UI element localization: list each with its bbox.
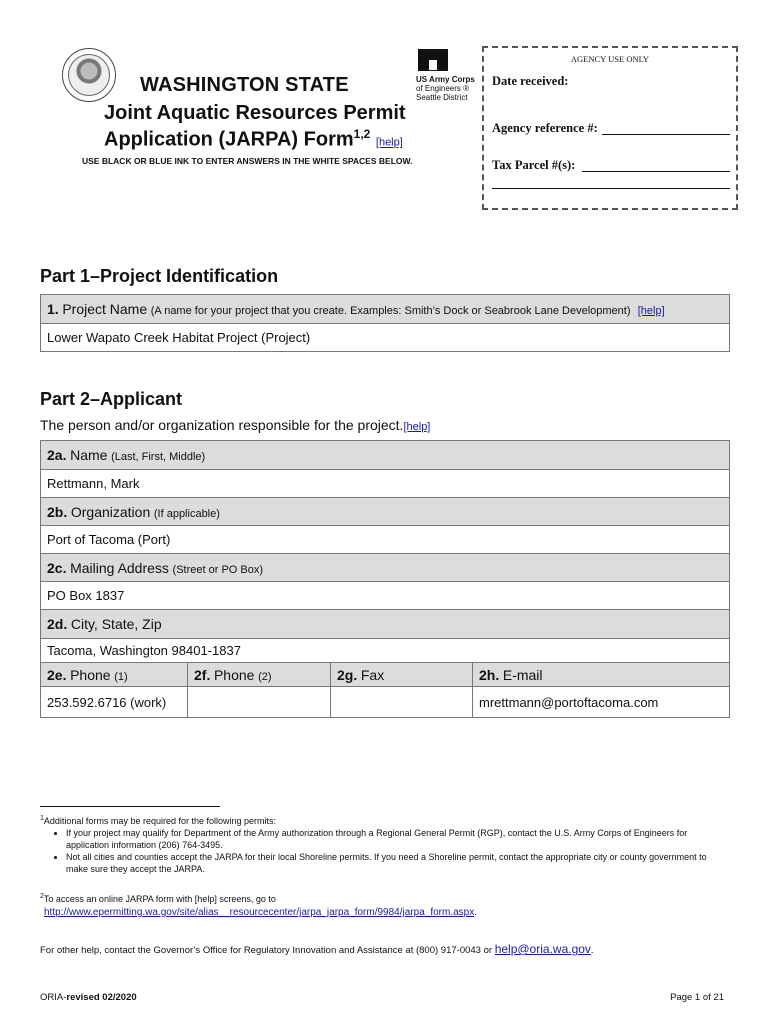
footnote-2-mark: 2 (40, 893, 44, 900)
footnote-1-bullet-rgp: • If your project may qualify for Department of the Army authorization through a Regional General Permit (RGP), contact the U.S. Army Corps of Engineers for application information (206) 764-3495. (66, 827, 730, 851)
q2c-label-cell (41, 554, 730, 582)
q2f-hint: (2) (258, 670, 272, 683)
q2e-label: Phone (70, 666, 111, 683)
part1-heading: Part 1–Project Identification (40, 266, 279, 286)
q2b-label-cell (41, 498, 730, 526)
washington-state-seal (62, 48, 116, 102)
ink-instruction: USE BLACK OR BLUE INK TO ENTER ANSWERS IN THE WHITE SPACES BELOW. (82, 156, 413, 166)
footnote-1-text: Additional forms may be required for the following permits: (43, 816, 277, 826)
part2-intro (40, 417, 430, 433)
part2-intro-text: The person and/or organization responsible for the project. (40, 417, 404, 433)
title-help-link[interactable]: [help] (375, 136, 403, 149)
usace-line-3: Seattle District (416, 93, 468, 102)
q1-number: 1. (47, 301, 59, 317)
q2d-number: 2d. (47, 616, 68, 632)
title-line-2: Joint Aquatic Resources Permit (104, 102, 406, 124)
q2e-label-cell (41, 663, 188, 687)
date-received-label: Date received: (492, 74, 569, 88)
other-help-end: . (590, 945, 594, 956)
q2g-number: 2g. (337, 666, 358, 683)
footnote-1-list (40, 827, 730, 875)
part2-help-link[interactable]: [help] (403, 421, 431, 433)
q2a-hint: (Last, First, Middle) (111, 451, 206, 463)
q2e-number: 2e. (47, 666, 67, 683)
tax-parcel-field-2[interactable] (492, 188, 730, 189)
q1-label: Project Name (62, 301, 148, 317)
q2c-number: 2c. (47, 559, 67, 576)
usace-line-1: US Army Corps (416, 75, 475, 84)
title-line-1: WASHINGTON STATE (140, 74, 349, 96)
title-line-3: Application (JARPA) Form (104, 128, 354, 151)
q2c-hint: (Street or PO Box) (172, 563, 264, 576)
project-name-field[interactable]: Lower Wapato Creek Habitat Project (Project) (41, 324, 730, 352)
q2f-label-cell (188, 663, 331, 687)
q1-help-link[interactable]: [help] (637, 305, 665, 317)
footnote-1-mark: 1 (40, 815, 44, 822)
footnote-1-bullet-shoreline: • Not all cities and counties accept the JARPA for their local Shoreline permits. If you need a Shoreline permit, contact the appropriate city or county government to make sure they accept the JARPA. (66, 851, 730, 875)
q1-label-cell (41, 295, 730, 324)
q2a-label: Name (70, 447, 108, 463)
q2b-hint: (If applicable) (153, 507, 220, 520)
q2b-label: Organization (70, 503, 151, 520)
q1-hint: (A name for your project that you create. Examples: Smith’s Dock or Seabrook Lane Development) (150, 305, 631, 317)
phone-1-field[interactable]: 253.592.6716 (work) (41, 687, 188, 718)
q2g-label-cell (331, 663, 473, 687)
q2a-label-cell (41, 441, 730, 470)
other-help-text: For other help, contact the Governor’s Office for Regulatory Innovation and Assistance at (800) 917-0043 or (40, 945, 493, 956)
applicant-table (40, 440, 730, 718)
mailing-address-field[interactable]: PO Box 1837 (41, 582, 730, 610)
applicant-name-field[interactable]: Rettmann, Mark (41, 470, 730, 498)
q2g-label: Fax (360, 666, 385, 683)
revision-note (40, 992, 137, 1003)
usace-line-2: of Engineers ® (416, 84, 470, 93)
other-help (40, 942, 594, 956)
part2-heading: Part 2–Applicant (40, 389, 183, 409)
organization-field[interactable]: Port of Tacoma (Port) (41, 526, 730, 554)
q2d-label-cell (41, 610, 730, 639)
q2e-hint: (1) (114, 670, 128, 683)
footnote-divider (40, 806, 220, 807)
q2d-label: City, State, Zip (70, 616, 162, 632)
usace-castle-logo (418, 49, 448, 71)
agency-reference-label: Agency reference #: (492, 121, 598, 135)
title-footnote-marks: 1,2 (353, 127, 371, 141)
agency-use-box (482, 46, 738, 210)
form-title (104, 127, 403, 152)
footnote-2-text: To access an online JARPA form with [help] screens, go to (43, 894, 276, 904)
agency-use-header: AGENCY USE ONLY (570, 54, 650, 64)
agency-reference-field[interactable] (602, 134, 730, 135)
email-field[interactable]: mrettmann@portoftacoma.com (473, 687, 730, 718)
q2c-label: Mailing Address (70, 559, 169, 576)
q2h-label: E-mail (502, 666, 543, 683)
q2h-number: 2h. (479, 666, 500, 683)
footnote-2 (40, 891, 730, 919)
city-state-zip-field[interactable]: Tacoma, Washington 98401-1837 (41, 639, 730, 663)
revision-prefix: ORIA- (40, 992, 67, 1003)
q2b-number: 2b. (47, 503, 68, 520)
fax-field[interactable] (331, 687, 473, 718)
part1-table (40, 294, 730, 352)
footnote-1 (40, 813, 730, 875)
q2f-label: Phone (213, 666, 255, 683)
revision-date: revised 02/2020 (66, 992, 137, 1003)
usace-label (416, 75, 475, 102)
phone-2-field[interactable] (188, 687, 331, 718)
oria-email-link[interactable]: help@oria.wa.gov (494, 942, 591, 956)
q2h-label-cell (473, 663, 730, 687)
jarpa-form-link[interactable]: http://www.epermitting.wa.gov/site/alias__resourcecenter/jarpa_jarpa_form/9984/jarpa_form.aspx (44, 907, 475, 918)
q2f-number: 2f. (194, 666, 211, 683)
q2a-number: 2a. (47, 447, 67, 463)
tax-parcel-field[interactable] (582, 171, 730, 172)
footnote-2-end: . (474, 907, 478, 918)
tax-parcel-label: Tax Parcel #(s): (492, 158, 576, 172)
page-number: Page 1 of 21 (670, 992, 724, 1003)
